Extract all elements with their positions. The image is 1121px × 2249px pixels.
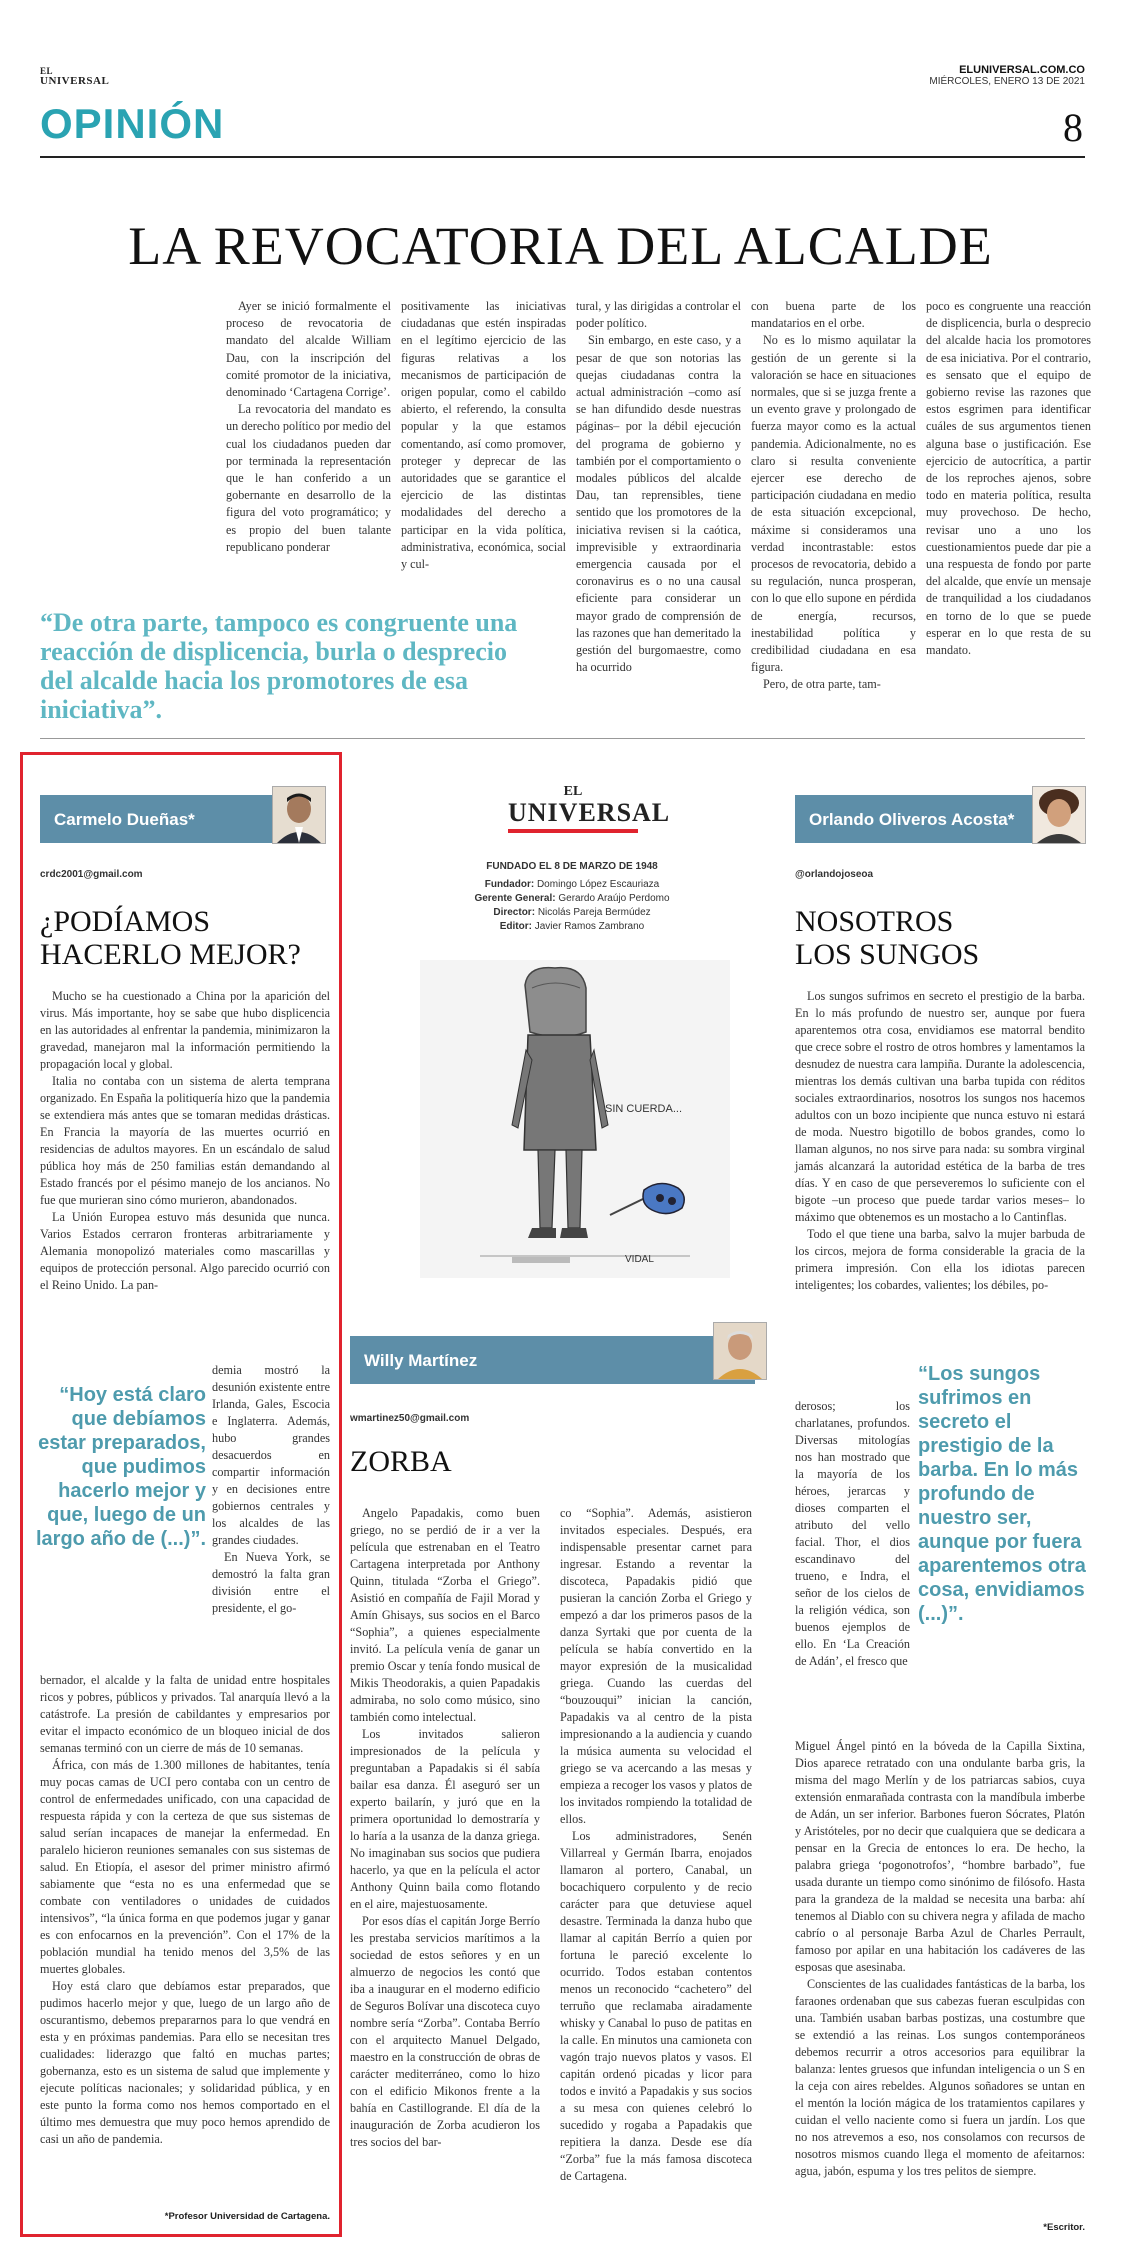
paragraph: Ayer se inició formalmente el proceso de revocatoria de mandato del alcalde William Dau, con la inscripción del comité promotor de la iniciativa, denominado ‘Cartagena Corrige’.	[226, 299, 391, 400]
cartoon-signature: VIDAL	[625, 1254, 654, 1265]
paragraph: Mucho se ha cuestionado a China por la aparición del virus. Más importante, hoy se sabe que hubo displicencia en las autoridades al enfrentar la pandemia, minimizaron la gravedad, manejaron mal la información permitiendo la propagación local y global.	[40, 989, 330, 1071]
title-line: HACERLO MEJOR?	[40, 938, 301, 971]
section-title: OPINIÓN	[40, 100, 225, 147]
paragraph: Conscientes de las cualidades fantásticas de la barba, los faraones ordenaban que sus cabezas fueran esculpidas con una. También usaban barbas postizas, una costumbre que se extendió a las reinas. Los sungos contemporáneos debemos recurrir a otros accesorios para equilibrar la balanza: lentes gruesos que infundan inteligencia o un S en la ceja con aires rebeldes. Algunos soñadores se untan en el mentón la loción mágica de los tratamientos capilares y cuidan el vello naciente como si fuera un jardín. Los que no nos atrevemos a eso, nos consolamos con recursos de nosotros mismos cuando llega el momento de afeitarnos: agua, jabón, espuma y los tres pelitos de siempre.	[795, 1977, 1085, 2178]
logo-small: EL	[40, 66, 54, 76]
article-pullquote: “Los sungos sufrimos en secreto el prestigio de la barba. En lo más profundo de nuestro ser, aunque por fuera aparentemos otra cosa, envidiamos (...)”.	[918, 1363, 1086, 1625]
paragraph: En Nueva York, se demostró la falta gran división entre el presidente, el go-	[212, 1550, 330, 1615]
editorial-title: LA REVOCATORIA DEL ALCALDE	[128, 216, 993, 276]
cartoon-caption: SIN CUERDA...	[605, 1103, 683, 1115]
title-line: NOSOTROS	[795, 905, 954, 938]
author-name: Carmelo Dueñas*	[54, 810, 195, 829]
credit-line: Fundador: Domingo López Escauriaza	[484, 879, 660, 890]
paragraph: demia mostró la desunión existente entre Irlanda, Gales, Escocia e Inglaterra. Además, hubo grandes desacuerdos en compartir información y en decisiones entre gobiernos centrales y los alcaldes de las grandes ciudades.	[212, 1363, 330, 1547]
article-body-col-1	[350, 1505, 540, 2151]
paragraph: tural, y las dirigidas a controlar el poder político.	[576, 299, 741, 331]
paragraph: Hoy está claro que debíamos estar preparados, que pudimos hacerlo mejor y que, luego de un largo año de oscurantismo, debemos prepararnos para lo que vendrá en esta y en próximas pandemias. Para ello se necesitan tres cualidades: liderazgo que faltó en muchas partes; gobernanza, esto es un sistema de salud que implemente y ejecute políticas nacionales; y solidaridad pública, y en este punto la forma como nos hemos comportado en el último mes demuestra que muy poco hemos aprendido de casi un año de pandemia.	[40, 1979, 330, 2146]
credit-line: Editor: Javier Ramos Zambrano	[499, 921, 645, 932]
author-email[interactable]: crdc2001@gmail.com	[40, 869, 143, 880]
site-info	[929, 64, 1085, 88]
logo-text: UNIVERSAL	[40, 75, 110, 87]
paragraph: positivamente las iniciativas ciudadanas que estén inspiradas en el legítimo ejercicio de las figuras relativas a los mecanismos de participación de origen popular, como el cabildo abierto, el referendo, la consulta popular y la que estamos comentando, así como promover, proteger y deprecar de las autoridades que se garantice el ejercicio de las distintas modalidades del derecho a participar en la vida política, administrativa, económica, social y cul-	[401, 299, 566, 572]
section-divider	[40, 738, 1085, 739]
paragraph: Todo el que tiene una barba, salvo la mujer barbuda de los circos, mejora de forma considerable la gracia de la primera impresión. Con ella los idiotas parecen inteligentes; los cobardes, valientes; los débiles, po-	[795, 1227, 1085, 1292]
editorial-col-5	[926, 298, 1091, 659]
center-logo	[508, 784, 671, 833]
author-photo	[713, 1322, 767, 1380]
author-name: Willy Martínez	[364, 1351, 478, 1370]
paragraph: Angelo Papadakis, como buen griego, no se perdió de ir a ver la película que estrenaban en el Teatro Cartagena interpretada por Anthony Quinn, titulada “Zorba el Griego”. Asistió en compañía de Fajil Morad y Amín Ghisays, sus socios en el Barco “Sophia”, a quienes especialmente invitó. La película venía de ganar un premio Oscar y tenía fondo musical de Mikis Theodorakis, a quien Papadakis admiraba, no solo como músico, sino también como intelectual.	[350, 1506, 540, 1724]
paragraph: bernador, el alcalde y la falta de unidad entre hospitales ricos y pobres, públicos y privados. Tal anarquía llevó a la catástrofe. La presión de cabildantes y empresarios por evitar el impacto económico de un bloqueo inicial de dos semanas terminó con un cierre de más de 10 semanas.	[40, 1673, 330, 1755]
paragraph: con buena parte de los mandatarios en el orbe.	[751, 299, 916, 331]
article-title	[795, 905, 1085, 971]
masthead-logo[interactable]	[40, 66, 109, 86]
logo-underline	[508, 829, 638, 833]
paragraph: Por esos días el capitán Jorge Berrío les prestaba servicios marítimos a la sociedad de estos señores y en un almuerzo de negocios les contó que iba a inaugurar en el moderno edificio de Seguros Bolívar una discoteca cuyo nombre sería “Zorba”. Contaba Berrío con el arquitecto Manuel Delgado, maestro en la construcción de obras de carácter mediterráneo, como lo hizo con el edificio Mikonos frente a la bahía en Castillogrande. El día de la inauguración de Zorba acudieron los tres socios del bar-	[350, 1914, 540, 2149]
founded-date: FUNDADO EL 8 DE MARZO DE 1948	[486, 861, 658, 872]
paragraph: Italia no contaba con un sistema de alerta temprana organizado. En España la politiquería hizo que la pandemia se extendiera más antes que se tomaran medidas drásticas. En Francia la mayoría de las muertes ocurrió en residencias de adultos mayores. En un escándalo de salud pública hoy más de 250 familias están demandando al Estado francés por el pésimo manejo de los ancianos. No fue que murieran sino cómo murieron, abandonados.	[40, 1074, 330, 1207]
paragraph: Miguel Ángel pintó en la bóveda de la Capilla Sixtina, Dios aparece retratado con una ondulante barba gris, la misma del mago Merlín y de los patriarcas sabios, cuya extensión enmarañada contrasta con la mandíbula imberbe de Adán, un ser inferior. Barbones fueron Sócrates, Platón y Aristóteles, por no decir que cualquiera que se dedicara a pensar en la Grecia de entonces lo era. De hecho, la palabra griega ‘pogonotrofos’, “hombre barbado”, fue usada durante un tiempo como sinónimo de filósofo. Hasta para la grandeza de la maldad se necesita una barba: ahí tenemos al Diablo con su chivera negra y afilada de macho cabrío o al personaje Barba Azul de Charles Perrault, famoso por apilar en una habitación los cadáveres de las esposas que asesinaba.	[795, 1739, 1085, 1974]
issue-date: MIÉRCOLES, ENERO 13 DE 2021	[929, 76, 1085, 87]
author-photo	[272, 786, 326, 844]
author-photo	[1032, 786, 1086, 844]
author-handle[interactable]: @orlandojoseoa	[795, 869, 874, 880]
editorial-col-1	[226, 298, 391, 556]
author-signature: *Escritor.	[1043, 2222, 1085, 2233]
author-bar-middle	[350, 1336, 755, 1384]
article-body-col-2	[560, 1505, 752, 2185]
paragraph: Pero, de otra parte, tam-	[763, 677, 881, 692]
newspaper-credits	[462, 860, 682, 934]
editorial-col-2	[401, 298, 566, 573]
paragraph: derosos; los charlatanes, profundos. Diversas mitologías nos han mostrado que la mayoría de los héroes, jerarcas y dioses comparten el atributo del vello facial. Thor, el dios escandinavo del trueno, e Indra, el señor de los cielos de la religión védica, son buenos ejemplos de ello. En ‘La Creación de Adán’, el fresco que	[795, 1399, 910, 1668]
author-email[interactable]: wmartinez50@gmail.com	[350, 1413, 470, 1424]
logo-text: UNIVERSAL	[508, 798, 671, 827]
article-title	[40, 905, 330, 971]
author-name: Orlando Oliveros Acosta*	[809, 810, 1015, 829]
title-line: ¿PODÍAMOS	[40, 905, 211, 938]
paragraph: Sin embargo, en este caso, y a pesar de que son notorias las quejas ciudadanas contra la actual administración –como así se han difundido desde nuestras páginas– por la débil ejecución del programa de gobierno y también por el comportamiento o modales públicos del alcalde Dau, tan reprensibles, tiene sentido que los promotores de la iniciativa revisen si la caótica, imprevisible y extraordinaria emergencia causada por el coronavirus es o no una causal eficiente para considerar un mayor grado de comprensión de las razones que han demeritado la gestión del burgomaestre, como ha ocurrido	[576, 333, 741, 675]
paragraph: La Unión Europea estuvo más desunida que nunca. Varios Estados cerraron fronteras arbitrariamente y Alemania monopolizó materiales como mascarillas y equipos de protección personal. Algo parecido ocurrió con el Reino Unido. La pan-	[40, 1210, 330, 1292]
site-url[interactable]: ELUNIVERSAL.COM.CO	[959, 64, 1085, 76]
credit-line: Gerente General: Gerardo Araújo Perdomo	[474, 893, 670, 904]
article-body-bottom	[40, 1672, 330, 2148]
editorial-col-4	[751, 298, 916, 694]
logo-small: EL	[563, 784, 583, 799]
article-body-side	[795, 1398, 910, 1670]
top-divider	[40, 156, 1085, 158]
paragraph: Los invitados salieron impresionados de la película y preguntaban a Papadakis si él sabía bailar esa danza. Él aseguró ser un experto bailarín, y juró que en la primera oportunidad lo demostraría y lo haría a la usanza de la danza griega. No imaginaban sus socios que pudiera hacerlo, ya que en la película el actor Anthony Quinn baila como flotando en el aire, majestuosamente.	[350, 1727, 540, 1911]
article-body-top	[40, 988, 330, 1294]
page-number: 8	[1063, 105, 1083, 150]
title-line: LOS SUNGOS	[795, 938, 980, 971]
editorial-cartoon	[420, 960, 730, 1278]
paragraph: co “Sophia”. Además, asistieron invitados especiales. Después, era indispensable presentar carnet para ingresar. Estando a reventar la discoteca, Papadakis pidió que pusieran la canción Zorba el Griego y empezó a dar los primeros pasos de la danza Syrtaki que por cuenta de la película se había convertido en la mayor expresión de la musicalidad griega. Cuando las cuerdas del “bouzouqui” inician la canción, Papadakis va al centro de la pista impresionando a la audiencia y cuando la música aumenta su velocidad el griego se va acercando a las mesas y empieza a recoger los vasos y platos de los invitados rompiendo la totalidad de ellos.	[560, 1506, 752, 1826]
article-title: ZORBA	[350, 1445, 452, 1478]
editorial-col-3	[576, 298, 741, 676]
credit-line: Director: Nicolás Pareja Bermúdez	[493, 907, 651, 918]
paragraph: No es lo mismo aquilatar la gestión de un gerente si la valoración se hace en situaciones normales, que si se juzga frente a un evento grave y prolongado de fuerza mayor como es la actual pandemia. Adicionalmente, no es claro si resulta conveniente ejercer ese derecho de participación ciudadana en medio de esta situación excepcional, máxime si consideramos una verdad incontrastable: estos procesos de revocatoria, debido a su regulación, nunca prosperan, con lo que ello supone en pérdida de energía, recursos, inestabilidad política y credibilidad ciudadana en esa figura.	[751, 333, 916, 675]
paragraph: África, con más de 1.300 millones de habitantes, tenía muy pocas camas de UCI pero contaba con un centro de control de enfermedades unificado, con una capacidad de respuesta rápida y con la certeza de que sus sistemas de salud serían incapaces de manejar la enfermedad. En paralelo hicieron reuniones semanales con sus sistemas de salud. En Etiopía, el asesor del primer ministro afirmó sabiamente que “esta no es una enfermedad que se combate con ventiladores o unidades de cuidados intensivos”, “la única forma en que podemos jugar y ganar es con enfocarnos en la prevención”. Con el 17% de la población mundial ha tenido menos del 3,5% de las muertes globales.	[40, 1758, 330, 1976]
article-body-side	[212, 1362, 330, 1617]
paragraph: Los sungos sufrimos en secreto el prestigio de la barba. En lo más profundo de nuestro ser, aunque por fuera aparentemos otra cosa, envidiamos ese matorral bendito que crece sobre el rostro de otros hombres y lamentamos la desnudez de nuestra cara lampiña. Durante la adolescencia, mientras los demás cultivan una barba tupida con réditos sociales extraordinarios, nosotros los sungos nos hacemos adultos con un bozo incipiente que nunca estuvo ni estará de moda. Nuestro bigotillo de bobos grandes, como lo llaman algunos, no nos sirve para nada: su sombra virginal jamás alcanzará la autoridad estética de la barba de tres días. Y en caso de que perseveremos lo suficiente con el bigote –un proceso que puede tardar varios meses– lo máximo que obtenemos es un mostacho a lo Cantinflas.	[795, 989, 1085, 1224]
paragraph: Los administradores, Senén Villarreal y Germán Ibarra, enojados llamaron al portero, Canabal, un bocachiquero corpulento y de recio carácter para que detuviese aquel desastre. Terminada la danza hubo que llamar al capitán Berrío a quien por fortuna le pareció excelente lo ocurrido. Todos estaban contentos menos un reconocido “cachetero” del terruño que reclamaba airadamente whisky y Canabal lo puso de patitas en la calle. En minutos una camioneta con vagón trajo nuevos platos y vasos. El capitán ordenó picadas y licor para todos e invitó a Papadakis y sus socios a su mesa con quienes celebró lo sucedido y rogaba a Papadakis que repitiera la danza. Desde ese día “Zorba” fue la más famosa discoteca de Cartagena.	[560, 1829, 752, 2183]
article-body-bottom	[795, 1738, 1085, 2180]
paragraph: poco es congruente una reacción de displicencia, burla o desprecio del alcalde hacia los promotores de esa iniciativa. Por el contrario, es sensato que el equipo de gobierno revise las razones que estos esgrimen para identificar cuáles de sus argumentos tienen alguna base o justificación. Ese ejercicio de autocrítica, a partir de los reproches ajenos, sobre todo en materia política, resulta muy provechoso. De hecho, revisar uno a uno los cuestionamientos puede dar pie a una respuesta de fondo por parte del alcalde, que envíe un mensaje de tranquilidad a los ciudadanos en torno de lo que se puede esperar en lo que resta de su mandato.	[926, 299, 1091, 658]
author-signature: *Profesor Universidad de Cartagena.	[164, 2211, 330, 2222]
article-body-top	[795, 988, 1085, 1294]
paragraph: La revocatoria del mandato es un derecho político por medio del cual los ciudadanos pueden dar por terminada la representación que le han conferido a un gobernante en desarrollo de la figura del voto programático; y es propio del buen talante republicano ponderar	[226, 402, 391, 554]
editorial-pullquote: “De otra parte, tampoco es congruente una reacción de displicencia, burla o desprecio del alcalde hacia los promotores de esa iniciativa”.	[40, 608, 518, 724]
article-pullquote: “Hoy está claro que debíamos estar preparados, que pudimos hacerlo mejor y que, luego de un largo año de (...)”.	[36, 1384, 207, 1550]
